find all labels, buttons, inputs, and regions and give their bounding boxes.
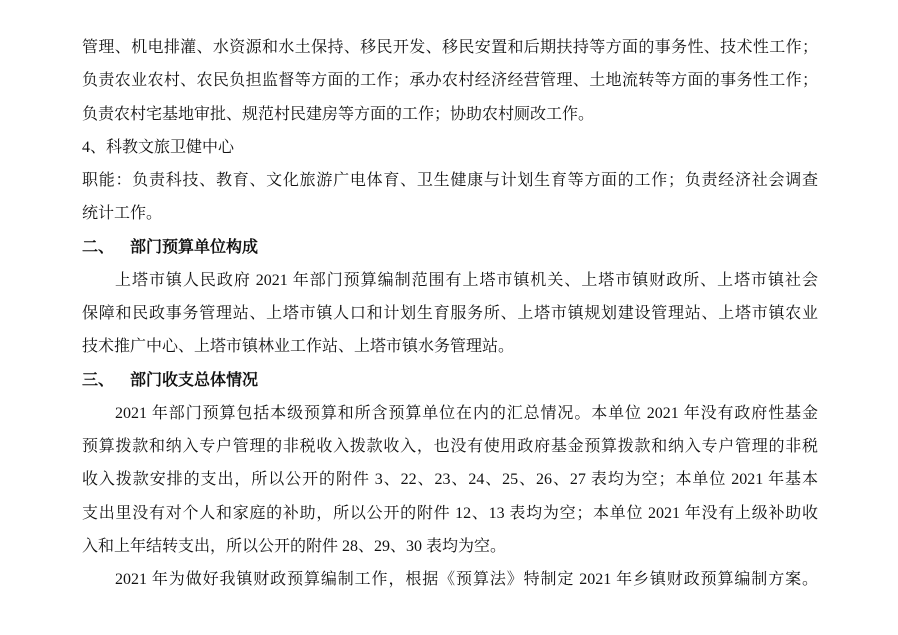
section-3-paragraph-1: [82, 397, 818, 563]
item-4: [82, 131, 818, 231]
text-line: 预算拨款和纳入专户管理的非税收入拨款收入，也没有使用政府基金预算拨款和纳入专户管理的非税: [82, 438, 818, 455]
text-line: 负责农业农村、农民负担监督等方面的工作；承办农村经济经营管理、土地流转等方面的事务性工作；: [82, 72, 818, 90]
section-3-paragraph-2: [82, 563, 818, 596]
text-line: 2021 年部门预算包括本级预算和所含预算单位在内的汇总情况。本单位 2021 年没有政府性基金: [115, 404, 818, 422]
text-line: 职能：负责科技、教育、文化旅游广电体育、卫生健康与计划生育等方面的工作；负责经济社会调查: [82, 172, 818, 189]
text-line: 支出里没有对个人和家庭的补助，所以公开的附件 12、13 表均为空；本单位 2021 年没有上级补助收: [82, 504, 818, 522]
intro-paragraph: [82, 31, 818, 131]
text-line: 收入拨款安排的支出，所以公开的附件 3、22、23、24、25、26、27 表均为空；本单位 2021 年基本: [82, 471, 818, 489]
document-page: [82, 31, 818, 596]
text-line: 2021 年为做好我镇财政预算编制工作，根据《预算法》特制定 2021 年乡镇财政预算编制方案。: [115, 571, 818, 588]
text-line: 上塔市镇人民政府 2021 年部门预算编制范围有上塔市镇机关、上塔市镇财政所、上塔市镇社会: [115, 271, 818, 289]
section-2-title: 部门预算单位构成: [130, 238, 259, 256]
section-2: [82, 231, 818, 364]
section-3-heading: [82, 364, 818, 397]
section-3-title: 部门收支总体情况: [130, 371, 259, 389]
text-line: 入和上年结转支出，所以公开的附件 28、29、30 表均为空。: [82, 537, 507, 555]
text-line: 保障和民政事务管理站、上塔市镇人口和计划生育服务所、上塔市镇规划建设管理站、上塔市镇农业: [82, 305, 818, 322]
text-line: 技术推广中心、上塔市镇林业工作站、上塔市镇水务管理站。: [82, 338, 515, 356]
text-line: 负责农村宅基地审批、规范村民建房等方面的工作；协助农村厕改工作。: [82, 105, 595, 123]
section-3-number: 三、: [82, 371, 115, 389]
text-line: 统计工作。: [82, 205, 163, 223]
section-3: [82, 364, 818, 597]
text-line: 管理、机电排灌、水资源和水土保持、移民开发、移民安置和后期扶持等方面的事务性、技术性工作；: [82, 39, 818, 56]
section-2-number: 二、: [82, 238, 115, 256]
item-4-title: 4、科教文旅卫健中心: [82, 138, 235, 156]
section-2-heading: [82, 231, 818, 264]
